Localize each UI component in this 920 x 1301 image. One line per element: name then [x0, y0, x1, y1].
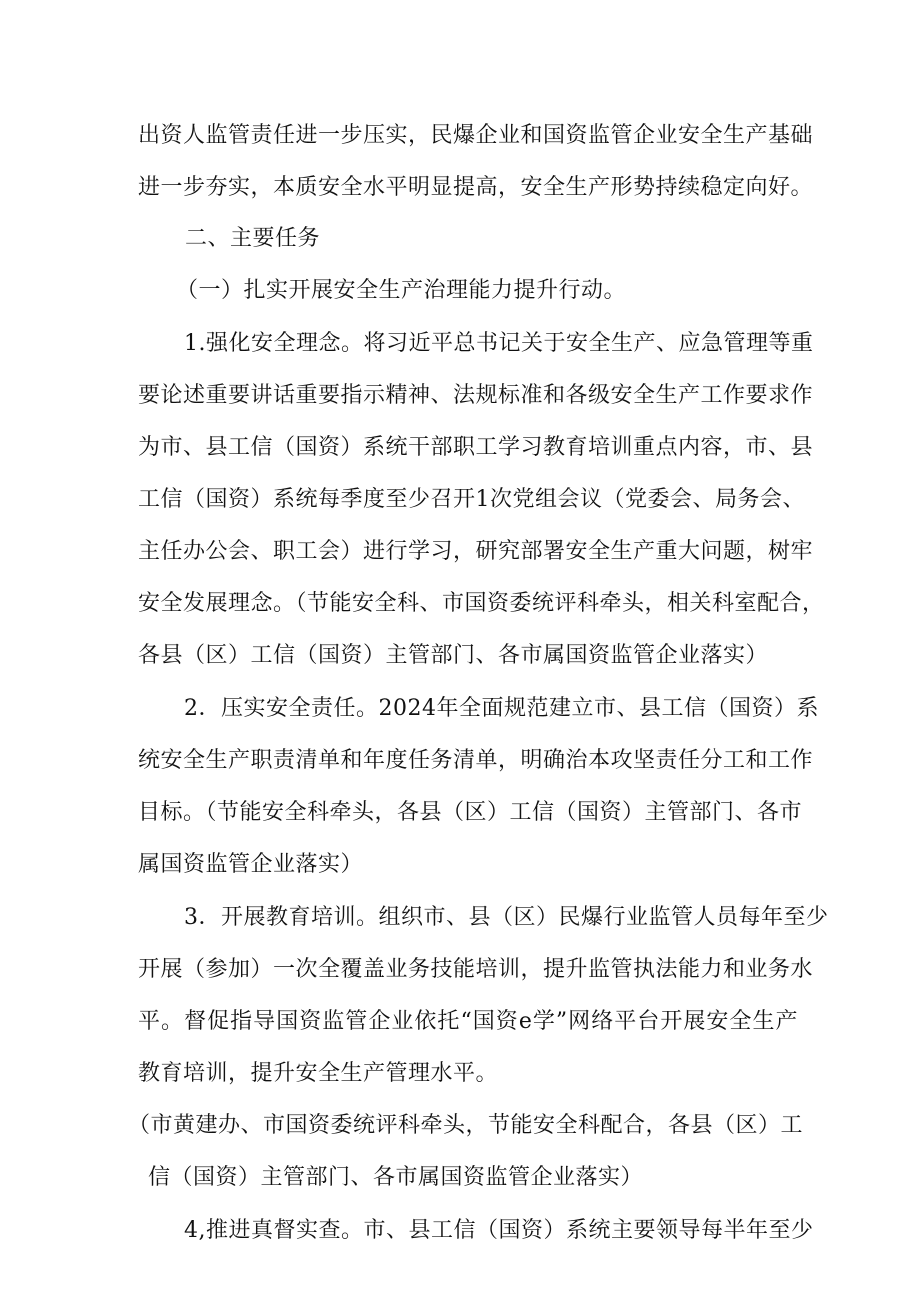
paragraph-line: 为市、县工信（国资）系统干部职工学习教育培训重点内容，市、县	[138, 435, 814, 460]
paragraph-line: 平。督促指导国资监管企业依托“国资e学”网络平台开展安全生产	[138, 1009, 798, 1034]
section-heading: 二、主要任务	[185, 226, 321, 251]
paragraph-line: 各县（区）工信（国资）主管部门、各市属国资监管企业落实）	[138, 643, 769, 668]
paragraph-line: 1.强化安全理念。将习近平总书记关于安全生产、应急管理等重	[184, 331, 814, 356]
paragraph-line: 目标。（节能安全科牵头，各县（区）工信（国资）主管部门、各市	[138, 800, 803, 825]
paragraph-line: 教育培训，提升安全生产管理水平。	[138, 1061, 499, 1086]
paragraph-line: 出资人监管责任进一步压实，民爆企业和国资监管企业安全生产基础	[138, 123, 814, 148]
paragraph-line: 属国资监管企业落实）	[138, 852, 364, 877]
paragraph-line: 进一步夯实，本质安全水平明显提高，安全生产形势持续稳定向好。	[138, 175, 814, 200]
paragraph-line: 要论述重要讲话重要指示精神、法规标准和各级安全生产工作要求作	[138, 383, 814, 408]
paragraph-line: 主任办公会、职工会）进行学习，研究部署安全生产重大问题，树牢	[138, 539, 814, 564]
paragraph-line: 3．开展教育培训。组织市、县（区）民爆行业监管人员每年至少	[184, 905, 829, 930]
paragraph-line: 4,推进真督实查。市、县工信（国资）系统主要领导每半年至少	[184, 1218, 814, 1243]
paragraph-line: 统安全生产职责清单和年度任务清单，明确治本攻坚责任分工和工作	[138, 748, 814, 773]
paragraph-line: 2．压实安全责任。2024年全面规范建立市、县工信（国资）系	[184, 696, 819, 721]
paragraph-line: 开展（参加）一次全覆盖业务技能培训，提升监管执法能力和业务水	[138, 957, 814, 982]
paragraph-line: 信（国资）主管部门、各市属国资监管企业落实）	[148, 1165, 644, 1190]
paragraph-line: （市黄建办、市国资委统评科牵头，节能安全科配合，各县（区）工	[128, 1113, 804, 1138]
subsection-heading: （一）扎实开展安全生产治理能力提升行动。	[176, 278, 627, 303]
paragraph-line: 安全发展理念。（节能安全科、市国资委统评科牵头，相关科室配合，	[138, 591, 825, 616]
paragraph-line: 工信（国资）系统每季度至少召开1次党组会议（党委会、局务会、	[138, 487, 805, 512]
